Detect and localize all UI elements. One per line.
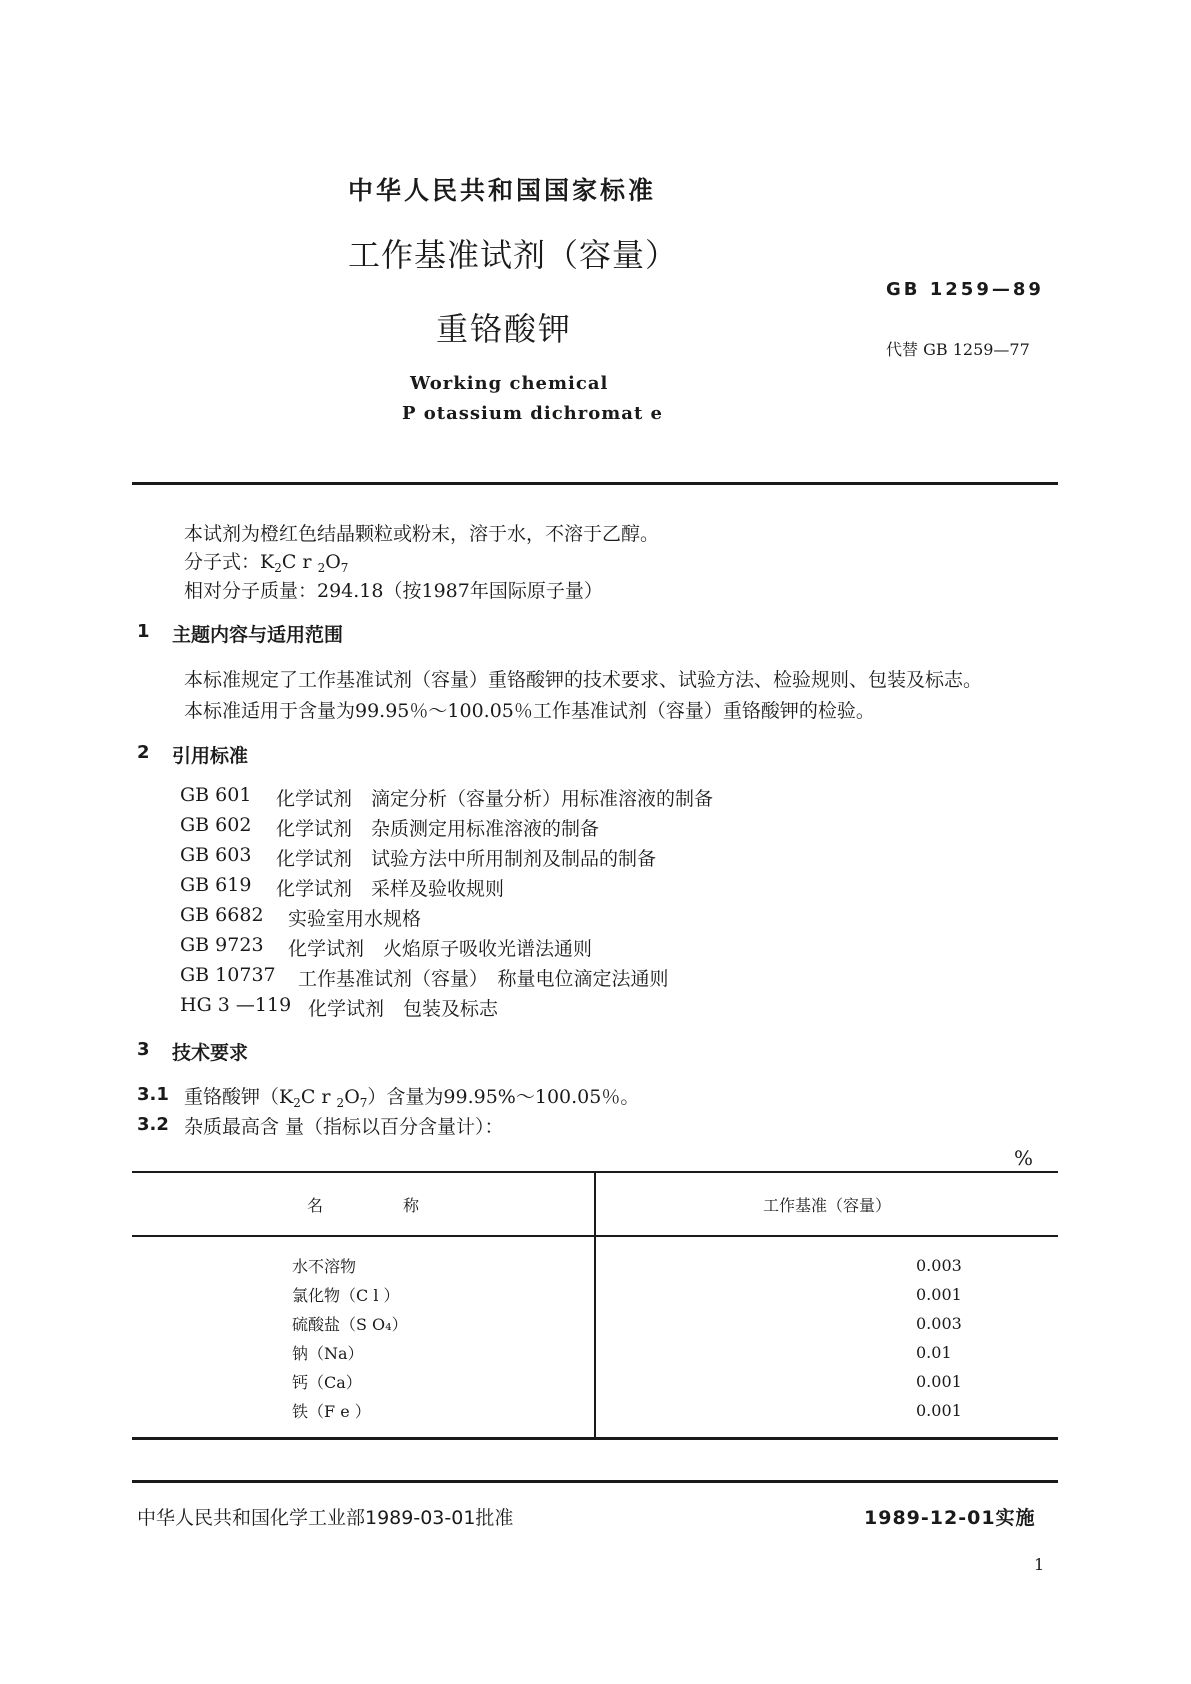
reference-title: 化学试剂 火焰原子吸收光谱法通则 (288, 938, 593, 960)
impurity-name: 硫酸盐（S O₄） (132, 1309, 595, 1338)
formula-cr-sub: 2 (317, 561, 326, 575)
reference-title: 实验室用水规格 (288, 908, 422, 930)
reference-code: GB 619 (180, 874, 252, 896)
section-1-number: 1 (137, 621, 150, 642)
table-row (132, 1309, 1058, 1338)
reference-code: GB 10737 (180, 964, 276, 986)
table-header-name: 名 称 (132, 1172, 595, 1236)
impurity-table (132, 1171, 1058, 1440)
impurity-name: 钙（Ca） (132, 1367, 595, 1396)
s31-sub-2: 2 (336, 1096, 345, 1110)
section-2-number: 2 (137, 742, 150, 763)
impurity-name: 铁（F e ） (132, 1396, 595, 1439)
table-unit: % (1014, 1146, 1034, 1170)
impurity-value: 0.003 (916, 1256, 962, 1275)
title-en-line1: Working chemical (410, 373, 609, 394)
impurity-value: 0.001 (916, 1372, 962, 1391)
section-3-1-text (184, 1082, 639, 1109)
section-1-text-2: 本标准适用于含量为99.95％～100.05％工作基准试剂（容量）重铬酸钾的检验。 (184, 700, 875, 722)
section-3-number: 3 (137, 1039, 150, 1060)
s31-part-c: O (344, 1086, 360, 1108)
reference-code: GB 603 (180, 844, 252, 866)
section-1-text-1: 本标准规定了工作基准试剂（容量）重铬酸钾的技术要求、试验方法、检验规则、包装及标志。 (184, 669, 983, 691)
reference-title: 工作基准试剂（容量） 称量电位滴定法通则 (298, 968, 669, 990)
formula-k-sub: 2 (274, 561, 282, 575)
header-divider (132, 482, 1058, 485)
approval-line: 中华人民共和国化学工业部1989-03-01批准 (137, 1507, 514, 1529)
impurity-name: 水不溶物 (132, 1236, 595, 1280)
s31-sub-1: 2 (293, 1096, 301, 1110)
formula-o: O (325, 551, 341, 573)
s31-part-d: ）含量为99.95%～100.05％。 (367, 1086, 640, 1108)
impurity-value: 0.001 (595, 1396, 1058, 1439)
national-standard-heading: 中华人民共和国国家标准 (348, 176, 657, 205)
reference-title: 化学试剂 杂质测定用标准溶液的制备 (276, 818, 600, 840)
formula-cr: C r (281, 551, 318, 573)
section-3-title: 技术要求 (172, 1042, 249, 1064)
table-row (132, 1367, 1058, 1396)
table-row (132, 1280, 1058, 1309)
effective-date: 1989-12-01实施 (864, 1507, 1036, 1529)
section-3-1-number: 3.1 (137, 1084, 169, 1105)
reference-title: 化学试剂 试验方法中所用制剂及制品的制备 (276, 848, 657, 870)
intro-description: 本试剂为橙红色结晶颗粒或粉末，溶于水，不溶于乙醇。 (184, 523, 660, 545)
page-number: 1 (1034, 1555, 1045, 1574)
s31-sub-3: 7 (359, 1096, 368, 1110)
formula-label: 分子式： (184, 551, 261, 573)
table-row (132, 1236, 1058, 1280)
section-1-title: 主题内容与适用范围 (172, 624, 344, 646)
formula-o-sub: 7 (340, 561, 349, 575)
table-row (132, 1338, 1058, 1367)
standard-code: GB 1259—89 (886, 279, 1044, 300)
s31-part-b: C r (300, 1086, 337, 1108)
title-cn-line2: 重铬酸钾 (436, 310, 573, 348)
section-2-title: 引用标准 (172, 745, 249, 767)
reference-code: GB 6682 (180, 904, 264, 926)
reference-code: GB 601 (180, 784, 252, 806)
impurity-value: 0.01 (916, 1343, 952, 1362)
table-row (132, 1396, 1058, 1439)
title-cn-line1: 工作基准试剂（容量） (348, 236, 679, 274)
impurity-value: 0.003 (916, 1314, 962, 1333)
table-header-value: 工作基准（容量） (595, 1172, 1058, 1236)
reference-title: 化学试剂 采样及验收规则 (276, 878, 505, 900)
impurity-value: 0.001 (916, 1285, 962, 1304)
reference-title: 化学试剂 包装及标志 (308, 998, 499, 1020)
replaces-note: 代替 GB 1259—77 (886, 340, 1030, 359)
reference-title: 化学试剂 滴定分析（容量分析）用标准溶液的制备 (276, 788, 714, 810)
intro-mass: 相对分子质量：294.18（按1987年国际原子量） (184, 580, 603, 602)
formula-k: K (260, 551, 275, 573)
impurity-name: 氯化物（C l ） (132, 1280, 595, 1309)
section-3-2-number: 3.2 (137, 1114, 169, 1135)
reference-code: GB 602 (180, 814, 252, 836)
title-en-line2: P otassium dichromat e (402, 403, 663, 424)
reference-code: HG 3 —119 (180, 994, 292, 1016)
impurity-name: 钠（Na） (132, 1338, 595, 1367)
table-header-row (132, 1172, 1058, 1236)
section-3-2-text: 杂质最高含 量（指标以百分含量计）： (184, 1116, 504, 1138)
reference-code: GB 9723 (180, 934, 264, 956)
intro-formula (184, 547, 348, 574)
s31-part-a: 重铬酸钾（K (184, 1086, 294, 1108)
footer-divider (132, 1480, 1058, 1483)
